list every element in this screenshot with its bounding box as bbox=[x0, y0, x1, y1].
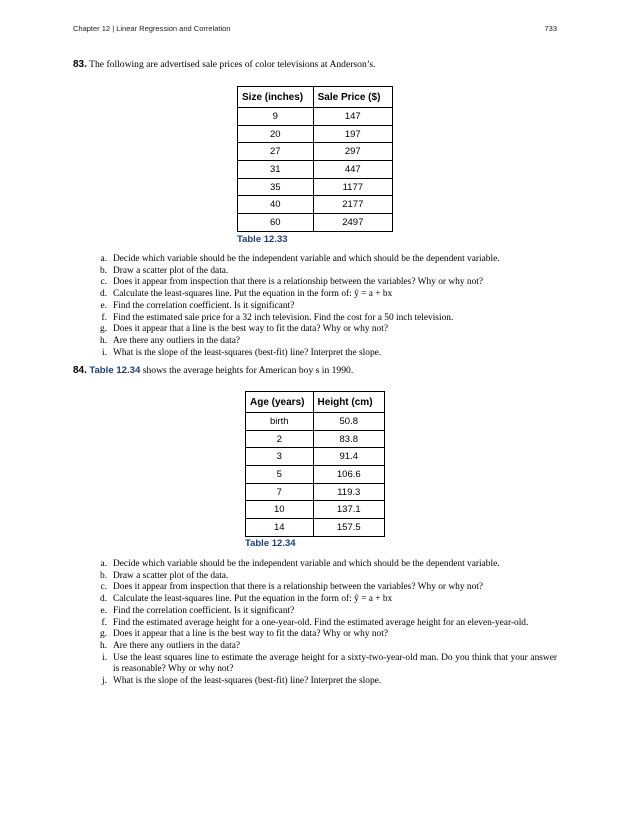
column-header: Age (years) bbox=[246, 392, 314, 413]
table-row bbox=[246, 483, 385, 501]
table-cell: 119.3 bbox=[313, 483, 384, 501]
item-letter: g. bbox=[99, 324, 107, 335]
table-row bbox=[238, 143, 393, 161]
table-cell: 60 bbox=[238, 214, 314, 232]
table-row bbox=[246, 466, 385, 484]
list-item bbox=[93, 676, 557, 688]
item-letter: d. bbox=[99, 289, 107, 300]
table-reference-link[interactable]: Table 12.34 bbox=[89, 365, 141, 376]
table-cell: 297 bbox=[313, 143, 392, 161]
item-letter: i. bbox=[102, 652, 107, 663]
chapter-title: Chapter 12 | Linear Regression and Correlation bbox=[73, 24, 231, 33]
table-cell: 106.6 bbox=[313, 466, 384, 484]
list-item bbox=[93, 559, 557, 571]
table-header-row bbox=[246, 392, 385, 413]
item-text: Does it appear that a line is the best way to fit the data? Why or why not? bbox=[113, 629, 389, 640]
table-12-33 bbox=[237, 86, 393, 232]
table-row bbox=[246, 430, 385, 448]
item-text: Decide which variable should be the independent variable and which should be the dependent variable. bbox=[113, 559, 500, 569]
list-item bbox=[93, 301, 557, 313]
table-cell: 14 bbox=[246, 519, 314, 537]
column-header: Sale Price ($) bbox=[313, 87, 392, 108]
table-cell: 137.1 bbox=[313, 501, 384, 519]
table-12-34 bbox=[245, 391, 385, 537]
column-header: Size (inches) bbox=[238, 87, 314, 108]
table-row bbox=[238, 161, 393, 179]
table-cell: 1177 bbox=[313, 178, 392, 196]
item-letter: b. bbox=[99, 265, 107, 276]
list-item bbox=[93, 653, 557, 676]
list-item bbox=[93, 336, 557, 348]
page-header bbox=[73, 24, 557, 36]
item-text: Find the correlation coefficient. Is it significant? bbox=[113, 605, 295, 616]
problem-text: The following are advertised sale prices of color televisions at Anderson’s. bbox=[89, 59, 376, 70]
table-row bbox=[246, 448, 385, 466]
table-row bbox=[238, 214, 393, 232]
item-text: Find the correlation coefficient. Is it significant? bbox=[113, 300, 295, 311]
table-cell: 27 bbox=[238, 143, 314, 161]
item-text: Draw a scatter plot of the data. bbox=[113, 570, 229, 581]
table-cell: 2497 bbox=[313, 214, 392, 232]
list-item bbox=[93, 324, 557, 336]
table-cell: 10 bbox=[246, 501, 314, 519]
item-text: Does it appear that a line is the best way to fit the data? Why or why not? bbox=[113, 324, 389, 335]
list-item bbox=[93, 289, 557, 301]
problem-83-subitems bbox=[93, 254, 557, 359]
item-text: Does it appear from inspection that there is a relationship between the variables? Why or why not? bbox=[113, 582, 484, 593]
list-item bbox=[93, 266, 557, 278]
table-cell: 20 bbox=[238, 125, 314, 143]
table-row bbox=[238, 178, 393, 196]
table-row bbox=[238, 196, 393, 214]
item-text: Are there any outliers in the data? bbox=[113, 335, 241, 346]
list-item bbox=[93, 582, 557, 594]
item-text: Calculate the least-squares line. Put the equation in the form of: ŷ = a + bx bbox=[113, 594, 393, 605]
table-cell: birth bbox=[246, 413, 314, 431]
item-letter: a. bbox=[100, 254, 107, 264]
list-item bbox=[93, 277, 557, 289]
item-text: Use the least squares line to estimate the average height for a sixty-two-year-old man. Do you think that your answer is reasonable? Why or why not? bbox=[113, 652, 557, 675]
table-cell: 157.5 bbox=[313, 519, 384, 537]
item-letter: i. bbox=[102, 347, 107, 358]
list-item bbox=[93, 313, 557, 325]
item-letter: h. bbox=[99, 335, 107, 346]
item-text: Find the estimated average height for a one-year-old. Find the estimated average height for an eleven-year-old. bbox=[113, 617, 529, 628]
item-letter: h. bbox=[99, 640, 107, 651]
item-text: Draw a scatter plot of the data. bbox=[113, 265, 229, 276]
list-item bbox=[93, 641, 557, 653]
column-header: Height (cm) bbox=[313, 392, 384, 413]
item-letter: f. bbox=[101, 312, 107, 323]
table-cell: 9 bbox=[238, 108, 314, 126]
table-cell: 447 bbox=[313, 161, 392, 179]
item-text: Does it appear from inspection that there is a relationship between the variables? Why or why not? bbox=[113, 277, 484, 288]
table-cell: 197 bbox=[313, 125, 392, 143]
item-letter: e. bbox=[100, 605, 107, 616]
list-item bbox=[93, 571, 557, 583]
table-cell: 50.8 bbox=[313, 413, 384, 431]
problem-text: shows the average heights for American boy s in 1990. bbox=[140, 365, 354, 376]
item-text: Decide which variable should be the independent variable and which should be the dependent variable. bbox=[113, 254, 500, 264]
item-letter: c. bbox=[100, 277, 107, 288]
table-caption: Table 12.34 bbox=[245, 538, 296, 549]
item-letter: d. bbox=[99, 594, 107, 605]
table-cell: 7 bbox=[246, 483, 314, 501]
table-row bbox=[238, 125, 393, 143]
item-text: Calculate the least-squares line. Put the equation in the form of: ŷ = a + bx bbox=[113, 289, 393, 300]
item-letter: c. bbox=[100, 582, 107, 593]
item-letter: a. bbox=[100, 559, 107, 569]
table-row bbox=[246, 413, 385, 431]
item-text: What is the slope of the least-squares (best-fit) line? Interpret the slope. bbox=[113, 676, 382, 687]
table-header-row bbox=[238, 87, 393, 108]
item-text: Find the estimated sale price for a 32 inch television. Find the cost for a 50 inch television. bbox=[113, 312, 454, 323]
item-letter: j. bbox=[102, 676, 107, 687]
list-item bbox=[93, 254, 557, 266]
table-cell: 40 bbox=[238, 196, 314, 214]
problem-84-subitems bbox=[93, 559, 557, 688]
table-cell: 2177 bbox=[313, 196, 392, 214]
table-cell: 5 bbox=[246, 466, 314, 484]
table-cell: 83.8 bbox=[313, 430, 384, 448]
table-row bbox=[238, 108, 393, 126]
list-item bbox=[93, 629, 557, 641]
list-item bbox=[93, 618, 557, 630]
problem-number: 84. bbox=[73, 365, 87, 376]
table-cell: 31 bbox=[238, 161, 314, 179]
list-item bbox=[93, 594, 557, 606]
table-row bbox=[246, 519, 385, 537]
item-letter: g. bbox=[99, 629, 107, 640]
item-text: What is the slope of the least-squares (best-fit) line? Interpret the slope. bbox=[113, 347, 382, 358]
item-letter: f. bbox=[101, 617, 107, 628]
list-item bbox=[93, 606, 557, 618]
problem-83-intro bbox=[73, 59, 376, 71]
table-cell: 2 bbox=[246, 430, 314, 448]
list-item bbox=[93, 348, 557, 360]
table-cell: 3 bbox=[246, 448, 314, 466]
problem-84-intro bbox=[73, 365, 353, 377]
table-cell: 35 bbox=[238, 178, 314, 196]
table-cell: 147 bbox=[313, 108, 392, 126]
table-row bbox=[246, 501, 385, 519]
problem-number: 83. bbox=[73, 59, 87, 70]
table-caption: Table 12.33 bbox=[237, 234, 288, 245]
item-text: Are there any outliers in the data? bbox=[113, 640, 241, 651]
item-letter: b. bbox=[99, 570, 107, 581]
table-cell: 91.4 bbox=[313, 448, 384, 466]
item-letter: e. bbox=[100, 300, 107, 311]
page-number: 733 bbox=[544, 24, 557, 33]
